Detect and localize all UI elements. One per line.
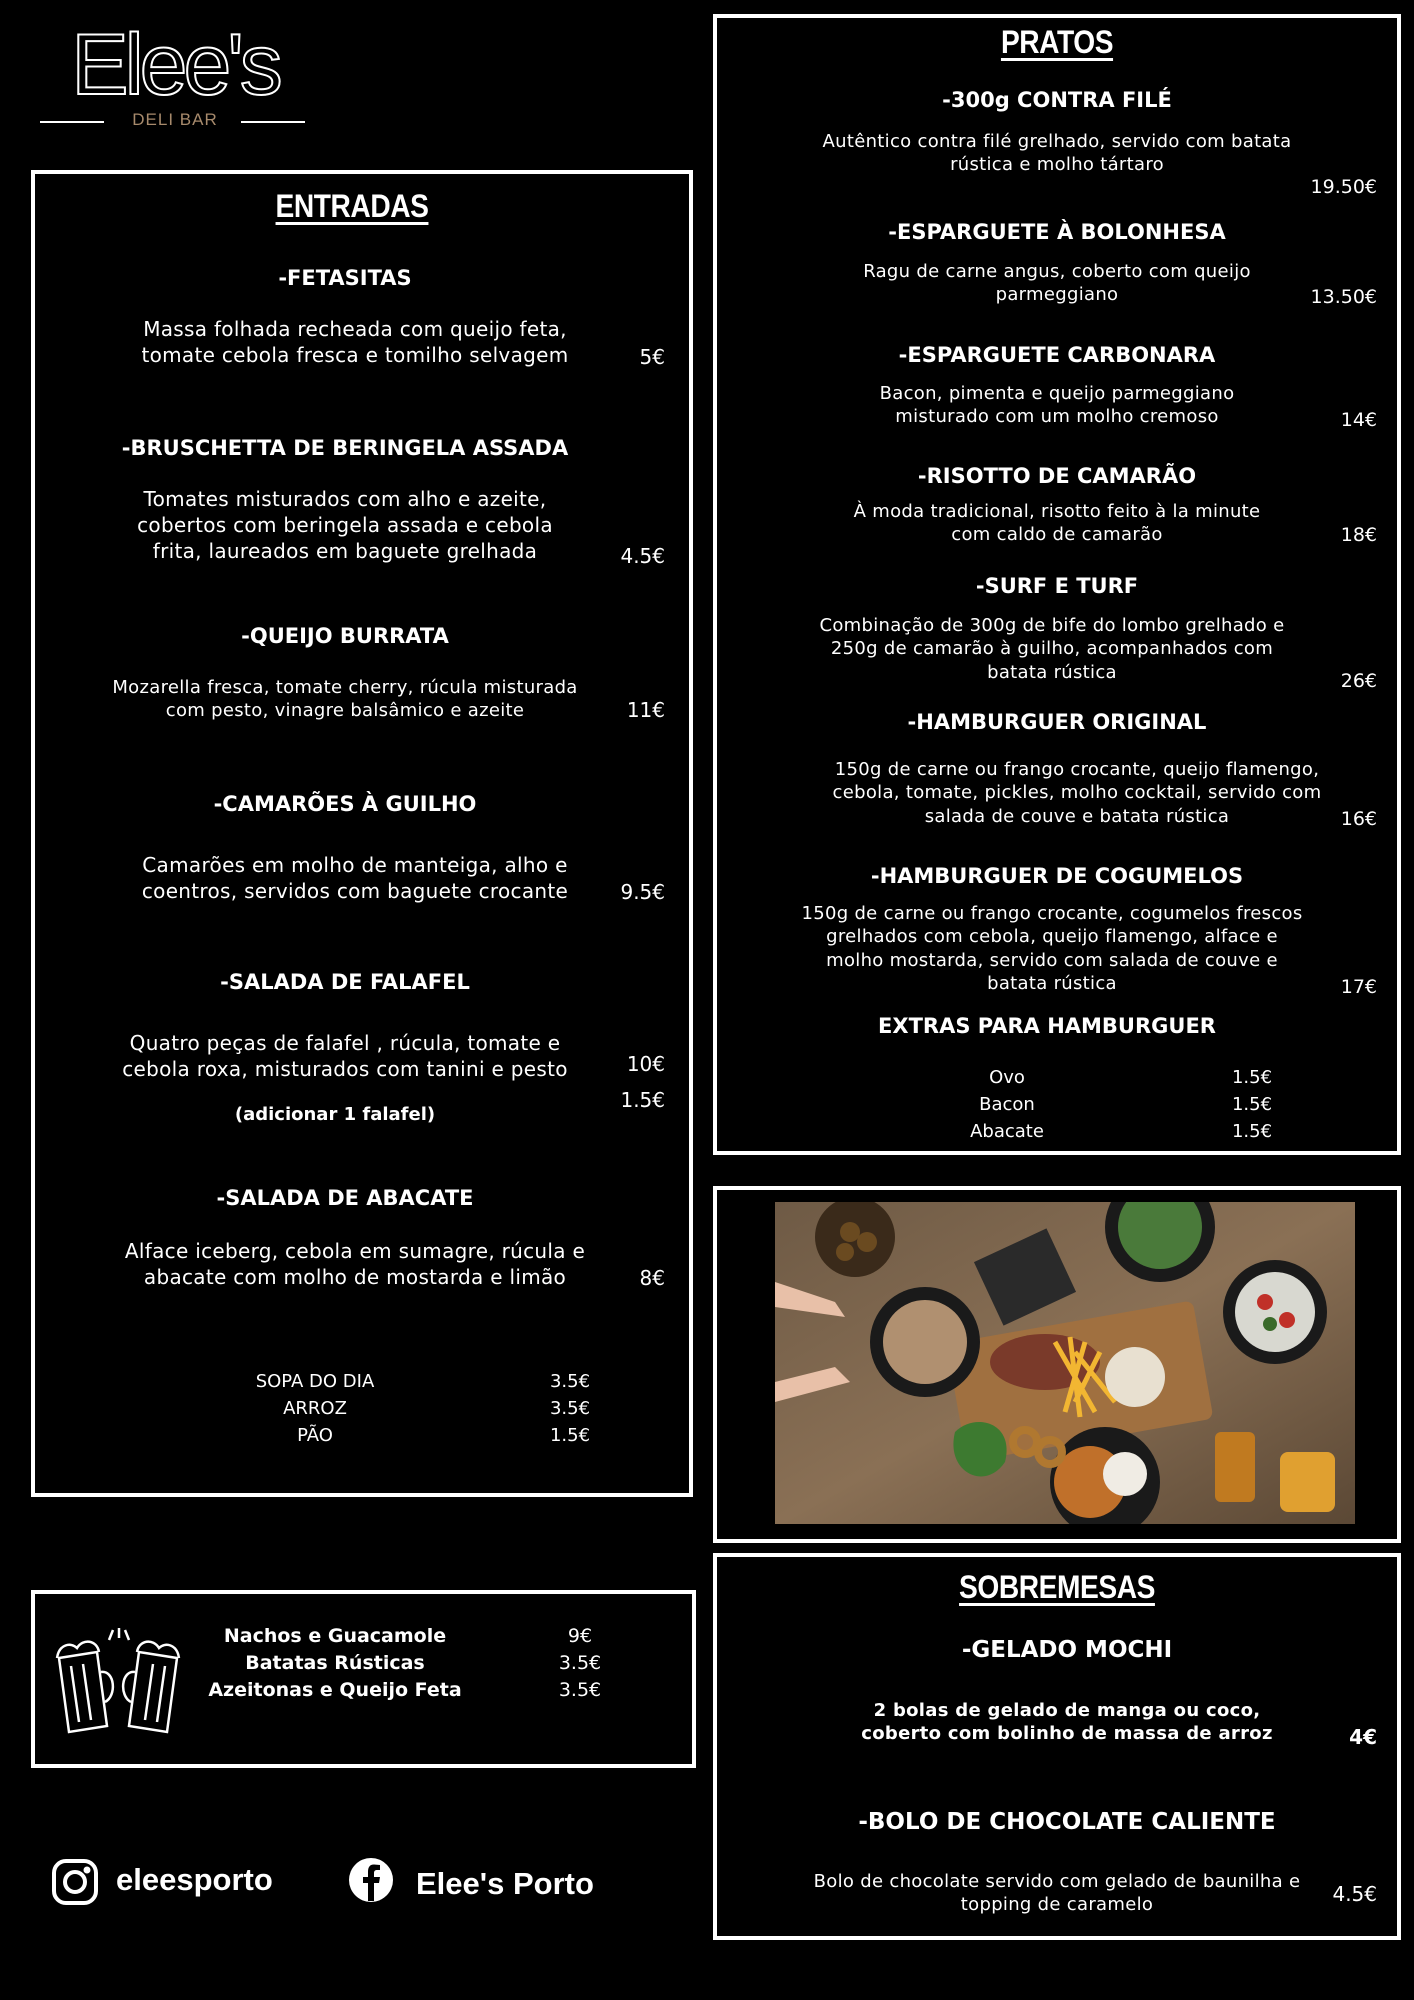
pratos-heading: PRATOS	[1000, 24, 1114, 60]
snacks-section	[31, 1590, 696, 1768]
menu-item-extra-price: 1.5€	[620, 1088, 665, 1112]
menu-item-title: -300g CONTRA FILÉ	[942, 88, 1172, 112]
sobremesas-heading: SOBREMESAS	[959, 1569, 1155, 1605]
snack-name: Nachos e Guacamole	[223, 1625, 447, 1647]
snack-name: Azeitonas e Queijo Feta	[208, 1679, 462, 1701]
beer-mugs-icon	[49, 1626, 185, 1742]
menu-item-description: Tomates misturados com alho e azeite, cobertos com beringela assada e cebola frita, laureados em baguete grelhada	[137, 487, 553, 563]
menu-item-title: -RISOTTO DE CAMARÃO	[917, 464, 1197, 488]
menu-item-title: -SALADA DE ABACATE	[216, 1186, 474, 1210]
menu-item-price: 10€	[626, 1052, 665, 1076]
side-price: 1.5€	[549, 1425, 591, 1446]
sobremesas-section	[713, 1553, 1401, 1940]
menu-item-title: -GELADO MOCHI	[961, 1637, 1173, 1663]
instagram-icon[interactable]	[51, 1858, 99, 1910]
extra-name: Ovo	[989, 1067, 1025, 1088]
menu-item-title: -HAMBURGUER ORIGINAL	[907, 710, 1207, 734]
menu-item-description: Quatro peças de falafel , rúcula, tomate e cebola roxa, misturados com tanini e pesto	[122, 1031, 568, 1081]
menu-item-description: Mozarella fresca, tomate cherry, rúcula misturada com pesto, vinagre balsâmico e azeite	[112, 677, 578, 722]
menu-item-price: 13.50€	[1310, 286, 1377, 308]
menu-item-description: Autêntico contra filé grelhado, servido com batata rústica e molho tártaro	[822, 131, 1292, 176]
snack-price: 3.5€	[558, 1679, 602, 1701]
menu-item-description: Ragu de carne angus, coberto com queijo parmeggiano	[863, 261, 1251, 306]
logo	[40, 17, 310, 132]
menu-item-price: 11€	[626, 698, 665, 722]
menu-item-price: 4.5€	[1332, 1882, 1377, 1906]
pratos-section	[713, 14, 1401, 1155]
menu-item-description: Alface iceberg, cebola em sumagre, rúcula e abacate com molho de mostarda e limão	[124, 1239, 586, 1289]
extras-heading: EXTRAS PARA HAMBURGUER	[878, 1014, 1216, 1038]
entradas-heading: ENTRADAS	[275, 188, 429, 224]
side-name: PÃO	[297, 1425, 333, 1446]
menu-item-price: 9.5€	[620, 880, 665, 904]
menu-item-price: 4.5€	[620, 544, 665, 568]
extra-name: Abacate	[970, 1121, 1044, 1142]
menu-item-title: -CAMARÕES À GUILHO	[213, 792, 477, 816]
menu-item-title: -SALADA DE FALAFEL	[220, 970, 470, 994]
menu-item-description: Bacon, pimenta e queijo parmeggiano misturado com um molho cremoso	[879, 383, 1235, 428]
menu-item-description: 150g de carne ou frango crocante, cogumelos frescos grelhados com cebola, queijo flamengo, alface e molho mostarda, servido com salada de couve e batata rústica	[801, 903, 1303, 995]
menu-item-price: 18€	[1340, 524, 1377, 546]
menu-item-description: Massa folhada recheada com queijo feta, tomate cebola fresca e tomilho selvagem	[141, 317, 569, 367]
snack-price: 9€	[567, 1625, 593, 1647]
menu-item-description: À moda tradicional, risotto feito à la minute com caldo de camarão	[853, 501, 1261, 546]
menu-item-price: 16€	[1340, 808, 1377, 830]
menu-item-price: 14€	[1340, 409, 1377, 431]
menu-item-price: 8€	[639, 1266, 665, 1290]
extra-price: 1.5€	[1231, 1121, 1273, 1142]
extra-price: 1.5€	[1231, 1094, 1273, 1115]
facebook-icon[interactable]	[348, 1857, 394, 1907]
logo-subtitle: DELI BAR	[132, 110, 218, 129]
menu-item-title: -SURF E TURF	[975, 574, 1139, 598]
menu-item-title: -ESPARGUETE À BOLONHESA	[888, 220, 1226, 244]
side-price: 3.5€	[549, 1371, 591, 1392]
menu-item-title: -QUEIJO BURRATA	[241, 624, 449, 648]
menu-item-title: -BRUSCHETTA DE BERINGELA ASSADA	[121, 436, 569, 460]
snack-name: Batatas Rústicas	[245, 1652, 425, 1674]
side-name: ARROZ	[283, 1398, 347, 1419]
menu-item-title: -FETASITAS	[278, 266, 412, 290]
menu-item-title: -ESPARGUETE CARBONARA	[898, 343, 1216, 367]
menu-item-title: -HAMBURGUER DE COGUMELOS	[870, 864, 1244, 888]
menu-item-price: 5€	[639, 345, 665, 369]
menu-item-description: Combinação de 300g de bife do lombo grelhado e 250g de camarão à guilho, acompanhados com batata rústica	[819, 615, 1285, 683]
extra-price: 1.5€	[1231, 1067, 1273, 1088]
menu-item-description: Bolo de chocolate servido com gelado de baunilha e topping de caramelo	[813, 1871, 1301, 1916]
instagram-handle[interactable]: eleesporto	[116, 1862, 273, 1897]
logo-name: Elee's	[71, 17, 279, 113]
menu-item-extra: (adicionar 1 falafel)	[234, 1104, 436, 1125]
food-photo	[775, 1202, 1355, 1524]
side-name: SOPA DO DIA	[255, 1371, 375, 1392]
snack-price: 3.5€	[558, 1652, 602, 1674]
extra-name: Bacon	[979, 1094, 1035, 1115]
entradas-section	[31, 170, 693, 1497]
menu-item-price: 26€	[1340, 670, 1377, 692]
menu-item-description: 150g de carne ou frango crocante, queijo flamengo, cebola, tomate, pickles, molho cocktail, servido com salada de couve e batata rústica	[832, 759, 1322, 827]
facebook-handle[interactable]: Elee's Porto	[416, 1866, 594, 1901]
menu-item-title: -BOLO DE CHOCOLATE CALIENTE	[858, 1809, 1276, 1835]
menu-item-price: 4€	[1349, 1725, 1377, 1749]
menu-item-price: 19.50€	[1310, 176, 1377, 198]
menu-item-description: 2 bolas de gelado de manga ou coco, coberto com bolinho de massa de arroz	[861, 1700, 1273, 1745]
menu-item-price: 17€	[1340, 976, 1377, 998]
side-price: 3.5€	[549, 1398, 591, 1419]
menu-item-description: Camarões em molho de manteiga, alho e coentros, servidos com baguete crocante	[141, 853, 569, 903]
